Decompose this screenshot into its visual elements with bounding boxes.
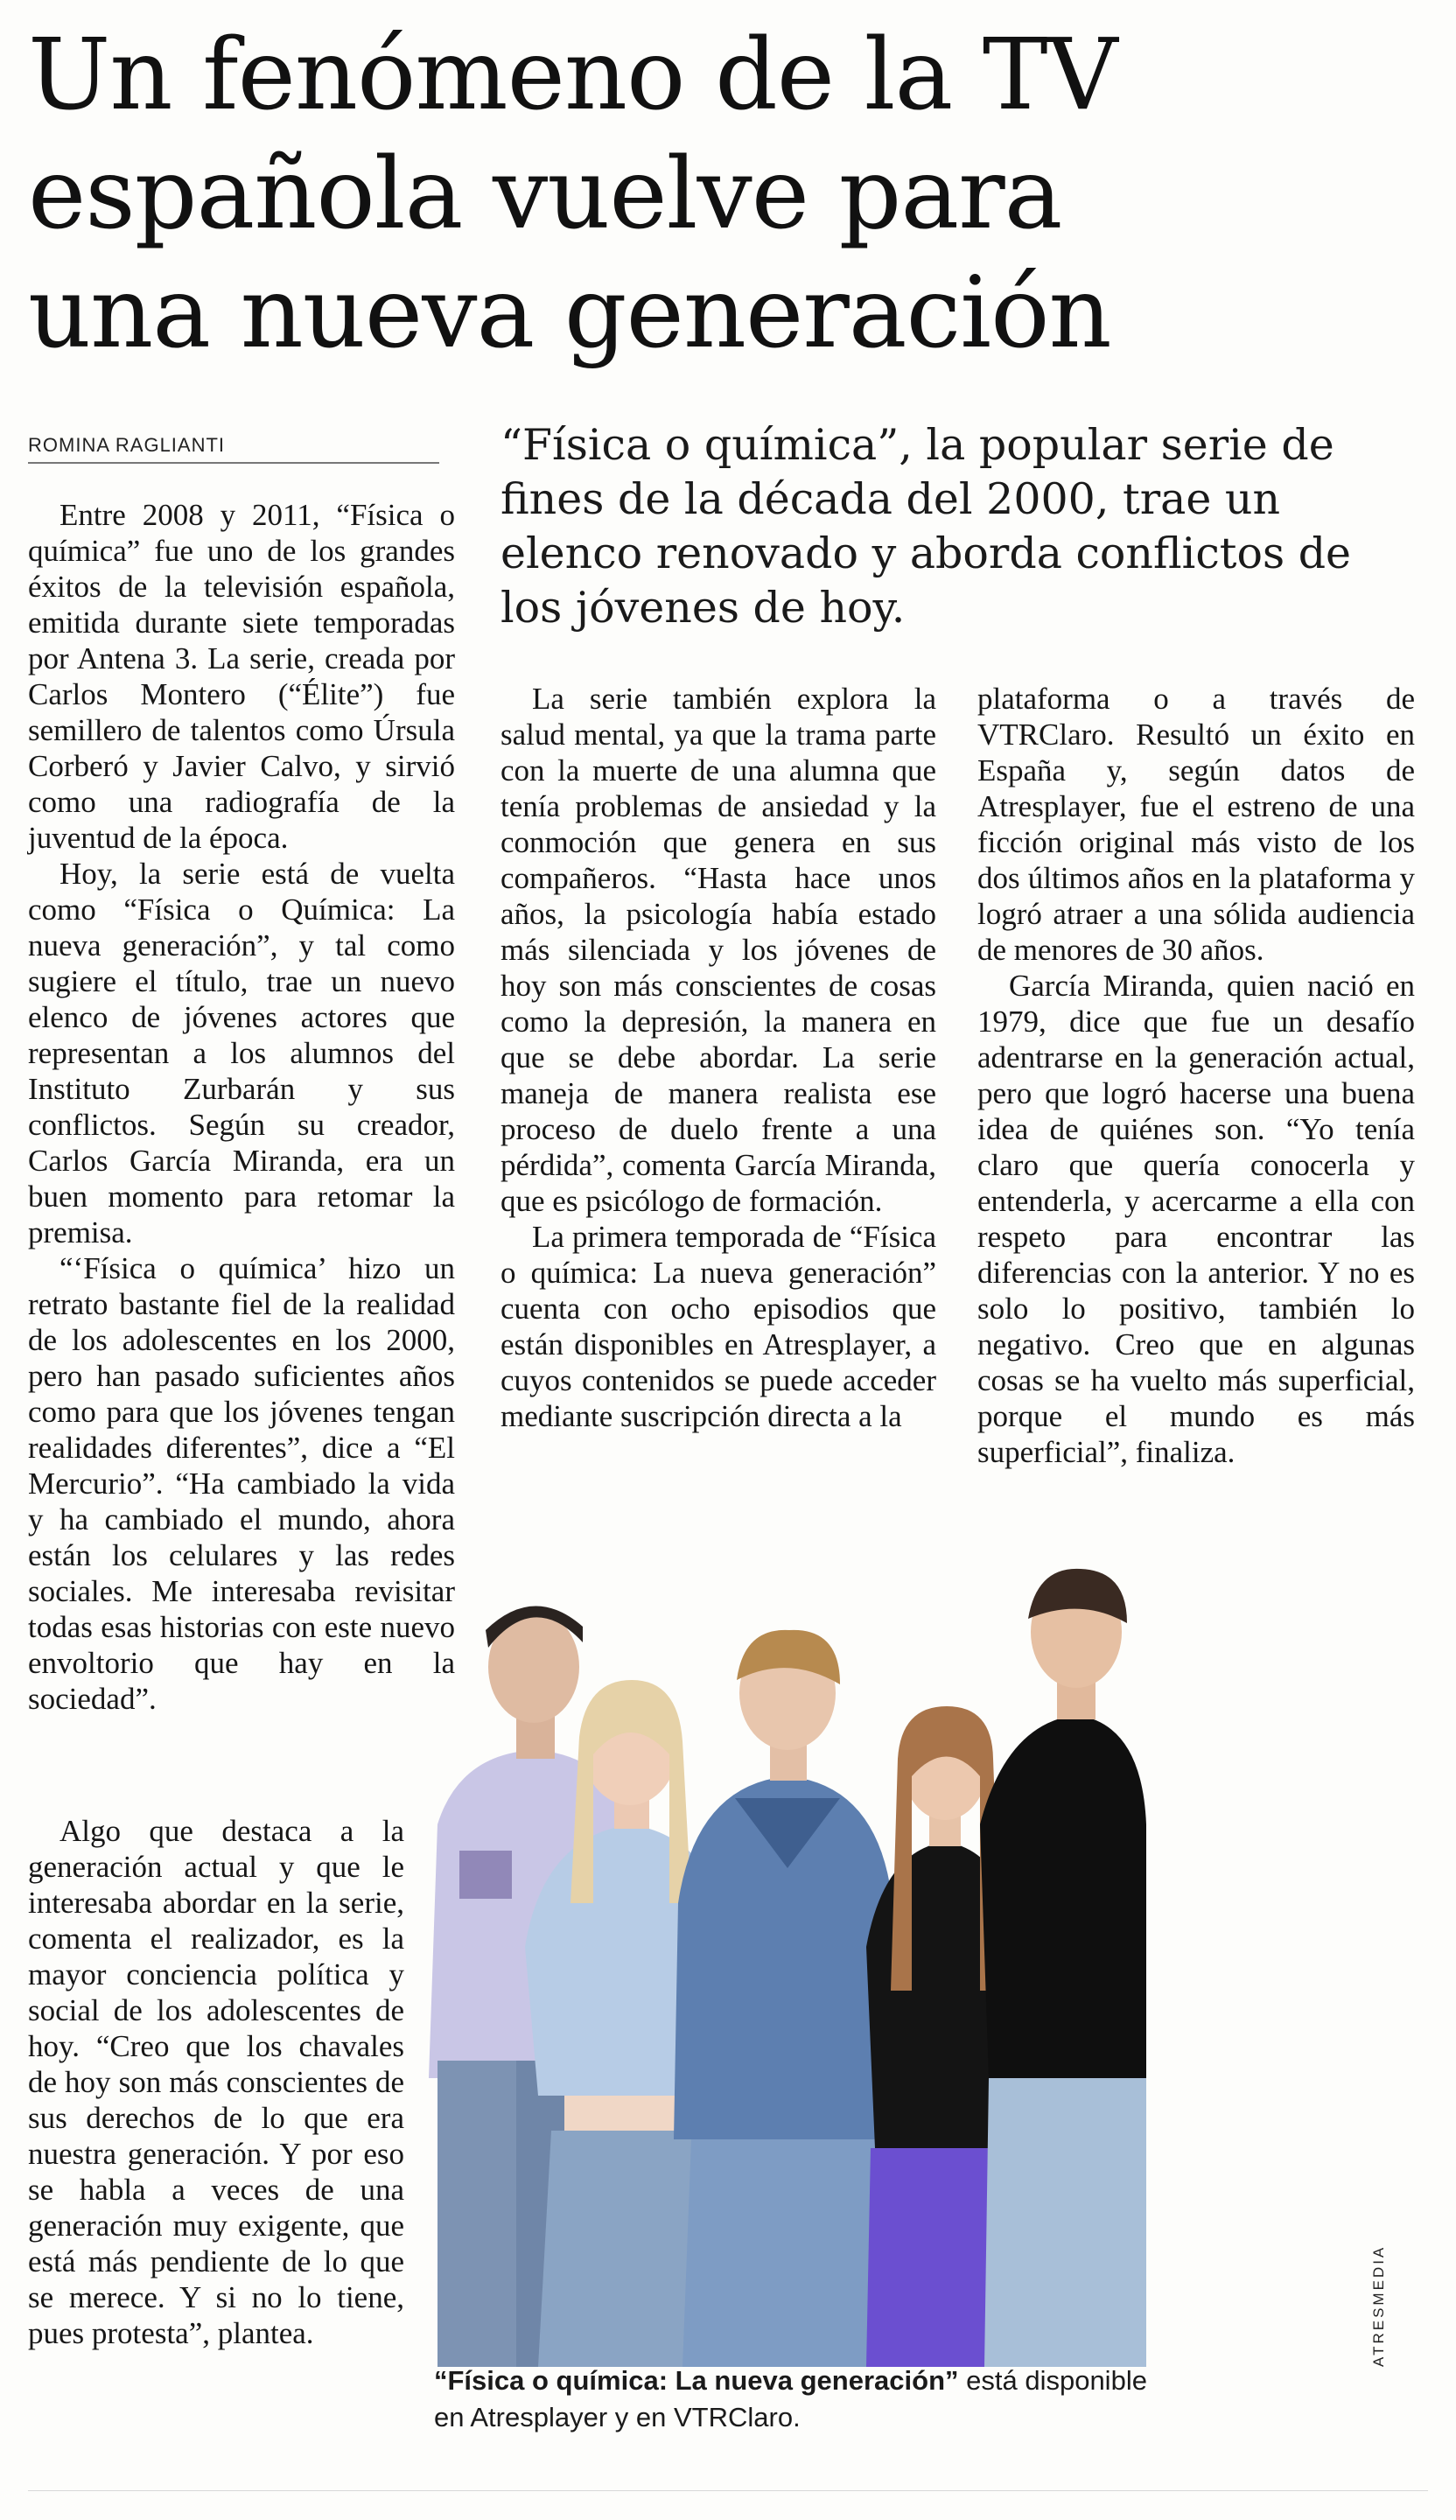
deck-line: elenco renovado y aborda conflictos de <box>500 528 1352 578</box>
page-bottom-rule <box>28 2490 1428 2491</box>
paragraph: Algo que destaca a la generación actual y que le interesaba abordar en la serie, comenta el realizador, es la mayor conciencia política y social de los adolescentes de hoy. “Creo que los chavales de hoy son más conscientes de sus derechos de lo que era nuestra generación. Y por eso se habla a veces de una generación muy exigente, que está más pendiente de lo que se merece. Y si no lo tiene, pues protesta”, plantea. <box>28 1814 404 2350</box>
headline-line: española vuelve para <box>28 137 1062 251</box>
paragraph: García Miranda, quien nació en 1979, dice que fue un desafío adentrarse en la generación actual, pero que logró hacerse una buena idea de quiénes son. “Yo tenía claro que quería conocerla y entenderla, y acercarme a ella con respeto para encontrar las diferencias con la anterior. Y no es solo lo positivo, también lo negativo. Creo que en algunas cosas se ha vuelto más superficial, porque el mundo es más superficial”, finaliza. <box>977 969 1415 1469</box>
paragraph: plataforma o a través de VTRClaro. Resultó un éxito en España y, según datos de Atresplayer, fue el estreno de una ficción original más visto de los dos últimos años en la plataforma y logró atraer a una sólida audiencia de menores de 30 años. <box>977 682 1415 967</box>
paragraph: Hoy, la serie está de vuelta como “Física o Química: La nueva generación”, y tal como sugiere el título, trae un nuevo elenco de jóvenes actores que representan a los alumnos del Instituto Zurbarán y sus conflictos. Según su creador, Carlos García Miranda, era un buen momento para retomar la premisa. <box>28 857 455 1250</box>
caption-text: está disponible en Atresplayer y en VTRClaro. <box>434 2365 1147 2432</box>
body-column-2 <box>500 681 936 1434</box>
paragraph: “‘Física o química’ hizo un retrato bastante fiel de la realidad de los adolescentes en los 2000, pero han pasado suficientes años como para que los jóvenes tengan realidades diferentes”, dice a “El Mercurio”. “Ha cambiado la vida y ha cambiado el mundo, ahora están los celulares y las redes sociales. Me interesaba revisitar todas esas historias con este nuevo envoltorio que hay en la sociedad”. <box>28 1251 455 1716</box>
photo-caption <box>434 2362 1152 2436</box>
article-headline <box>28 16 1428 373</box>
article-deck <box>500 418 1446 635</box>
cast-member-3 <box>674 1630 901 2367</box>
caption-title: “Física o química: La nueva generación” <box>434 2365 959 2396</box>
cast-member-5 <box>980 1569 1146 2367</box>
paragraph: Entre 2008 y 2011, “Física o química” fue uno de los grandes éxitos de la televisión española, emitida durante siete temporadas por Antena 3. La serie, creada por Carlos Montero (“Élite”) fue semillero de talentos como Úrsula Corberó y Javier Calvo, y sirvió como una radiografía de la juventud de la época. <box>28 498 455 855</box>
body-column-3 <box>977 681 1415 1470</box>
photo-credit: ATRESMEDIA <box>1370 2244 1387 2367</box>
deck-line: “Física o química”, la popular serie de <box>500 420 1334 470</box>
headline-line: Un fenómeno de la TV <box>28 18 1117 132</box>
headline-line: una nueva generación <box>28 256 1111 370</box>
paragraph: La primera temporada de “Física o química: La nueva generación” cuenta con ocho episodios que están disponibles en Atresplayer, a cuyos contenidos se puede acceder mediante suscripción directa a la <box>500 1220 936 1433</box>
cast-photo <box>376 1536 1146 2367</box>
paragraph: La serie también explora la salud mental, ya que la trama parte con la muerte de una alumna que tenía problemas de ansiedad y la conmoción que genera en sus compañeros. “Hasta hace unos años, la psicología había estado más silenciada y los jóvenes de hoy son más conscientes de cosas como la depresión, la manera en que se debe abordar. La serie maneja de manera realista ese proceso de duelo frente a una pérdida”, comenta García Miranda, que es psicólogo de formación. <box>500 682 936 1218</box>
deck-line: los jóvenes de hoy. <box>500 583 906 633</box>
body-column-1-continued <box>28 1813 404 2351</box>
deck-line: fines de la década del 2000, trae un <box>500 474 1281 524</box>
body-column-1 <box>28 497 455 1717</box>
byline: ROMINA RAGLIANTI <box>28 434 439 464</box>
